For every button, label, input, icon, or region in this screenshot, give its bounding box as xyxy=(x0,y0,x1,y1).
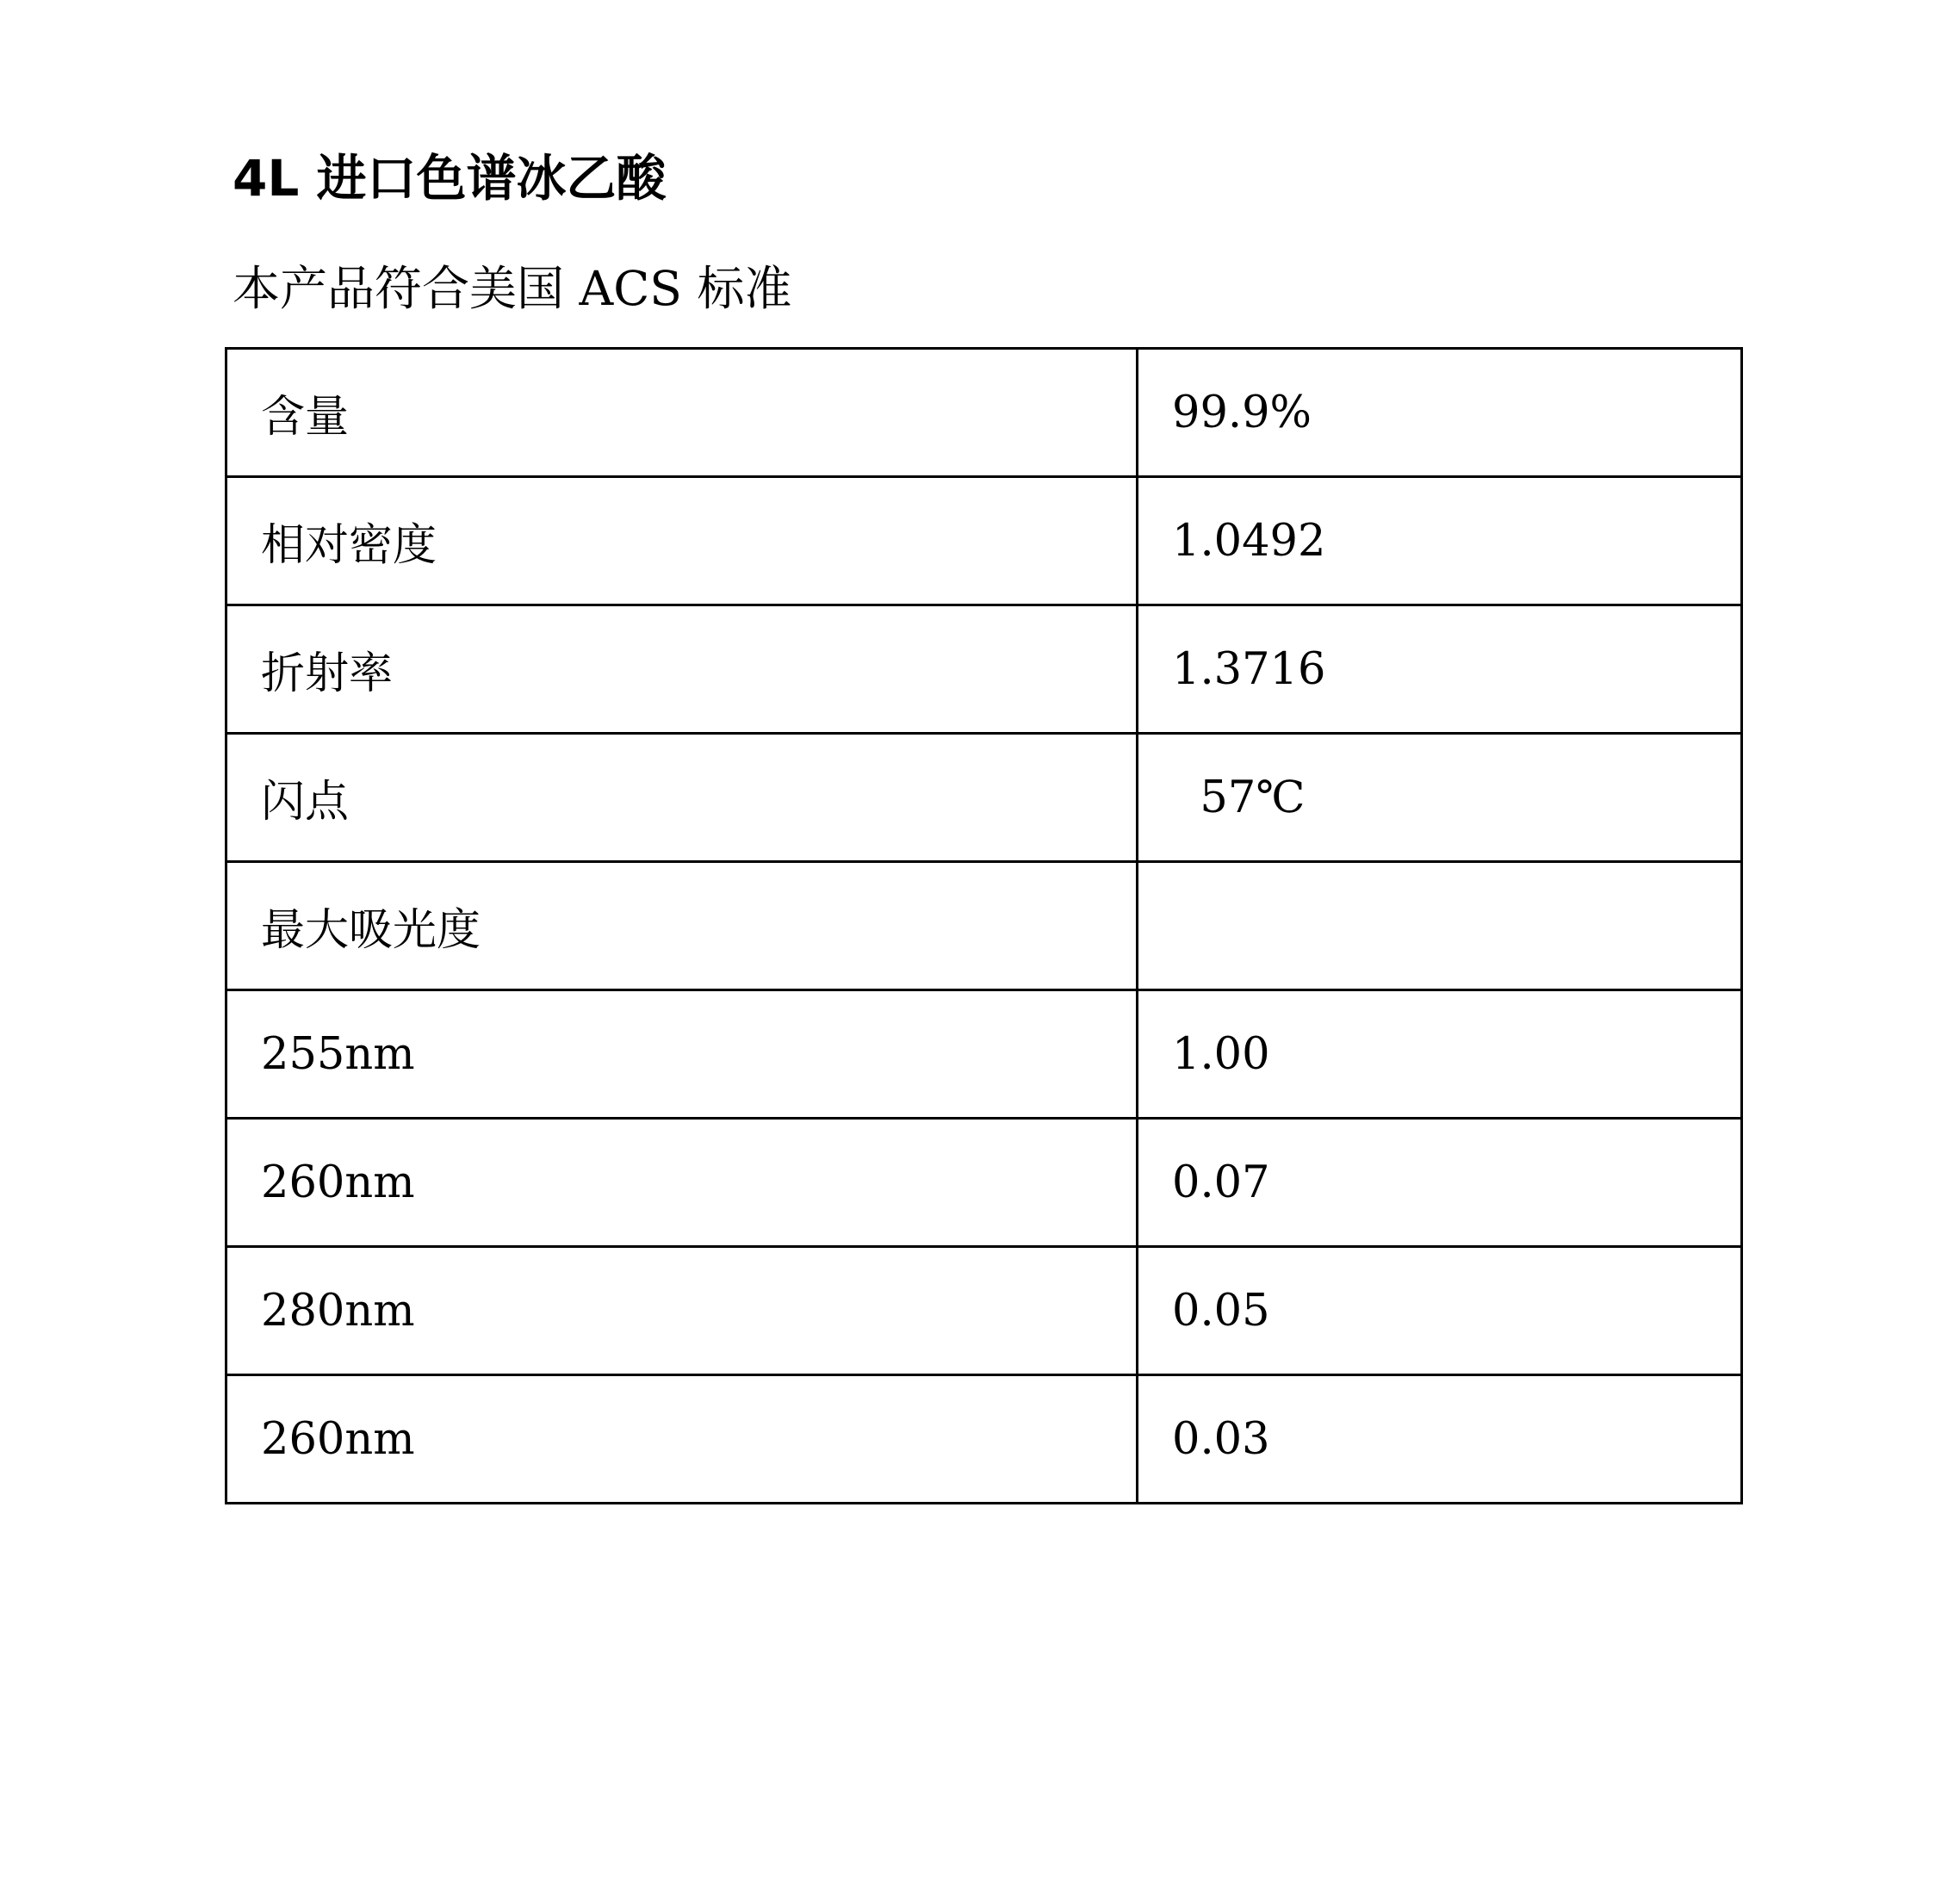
table-row xyxy=(226,349,1742,477)
spec-value: 1.00 xyxy=(1138,990,1742,1119)
spec-label: 255nm xyxy=(226,990,1138,1119)
spec-value: 1.0492 xyxy=(1138,477,1742,605)
spec-label: 260nm xyxy=(226,1119,1138,1247)
table-row xyxy=(226,734,1742,862)
spec-label: 280nm xyxy=(226,1247,1138,1375)
spec-label: 260nm xyxy=(226,1375,1138,1504)
spec-label: 闪点 xyxy=(226,734,1138,862)
document-title: 4L 进口色谱冰乙酸 xyxy=(233,149,667,208)
spec-value: 57℃ xyxy=(1138,734,1742,862)
table-row xyxy=(226,862,1742,990)
table-row xyxy=(226,605,1742,734)
table-row xyxy=(226,1247,1742,1375)
spec-label: 最大吸光度 xyxy=(226,862,1138,990)
table-row xyxy=(226,990,1742,1119)
document-subtitle: 本产品符合美国 ACS 标准 xyxy=(233,261,792,316)
spec-label: 相对密度 xyxy=(226,477,1138,605)
table-row xyxy=(226,1375,1742,1504)
spec-value: 0.05 xyxy=(1138,1247,1742,1375)
spec-value: 1.3716 xyxy=(1138,605,1742,734)
spec-label: 含量 xyxy=(226,349,1138,477)
spec-label: 折射率 xyxy=(226,605,1138,734)
spec-value xyxy=(1138,862,1742,990)
table-row xyxy=(226,1119,1742,1247)
spec-table xyxy=(225,347,1743,1504)
spec-value: 0.03 xyxy=(1138,1375,1742,1504)
spec-value: 0.07 xyxy=(1138,1119,1742,1247)
spec-value: 99.9% xyxy=(1138,349,1742,477)
table-row xyxy=(226,477,1742,605)
